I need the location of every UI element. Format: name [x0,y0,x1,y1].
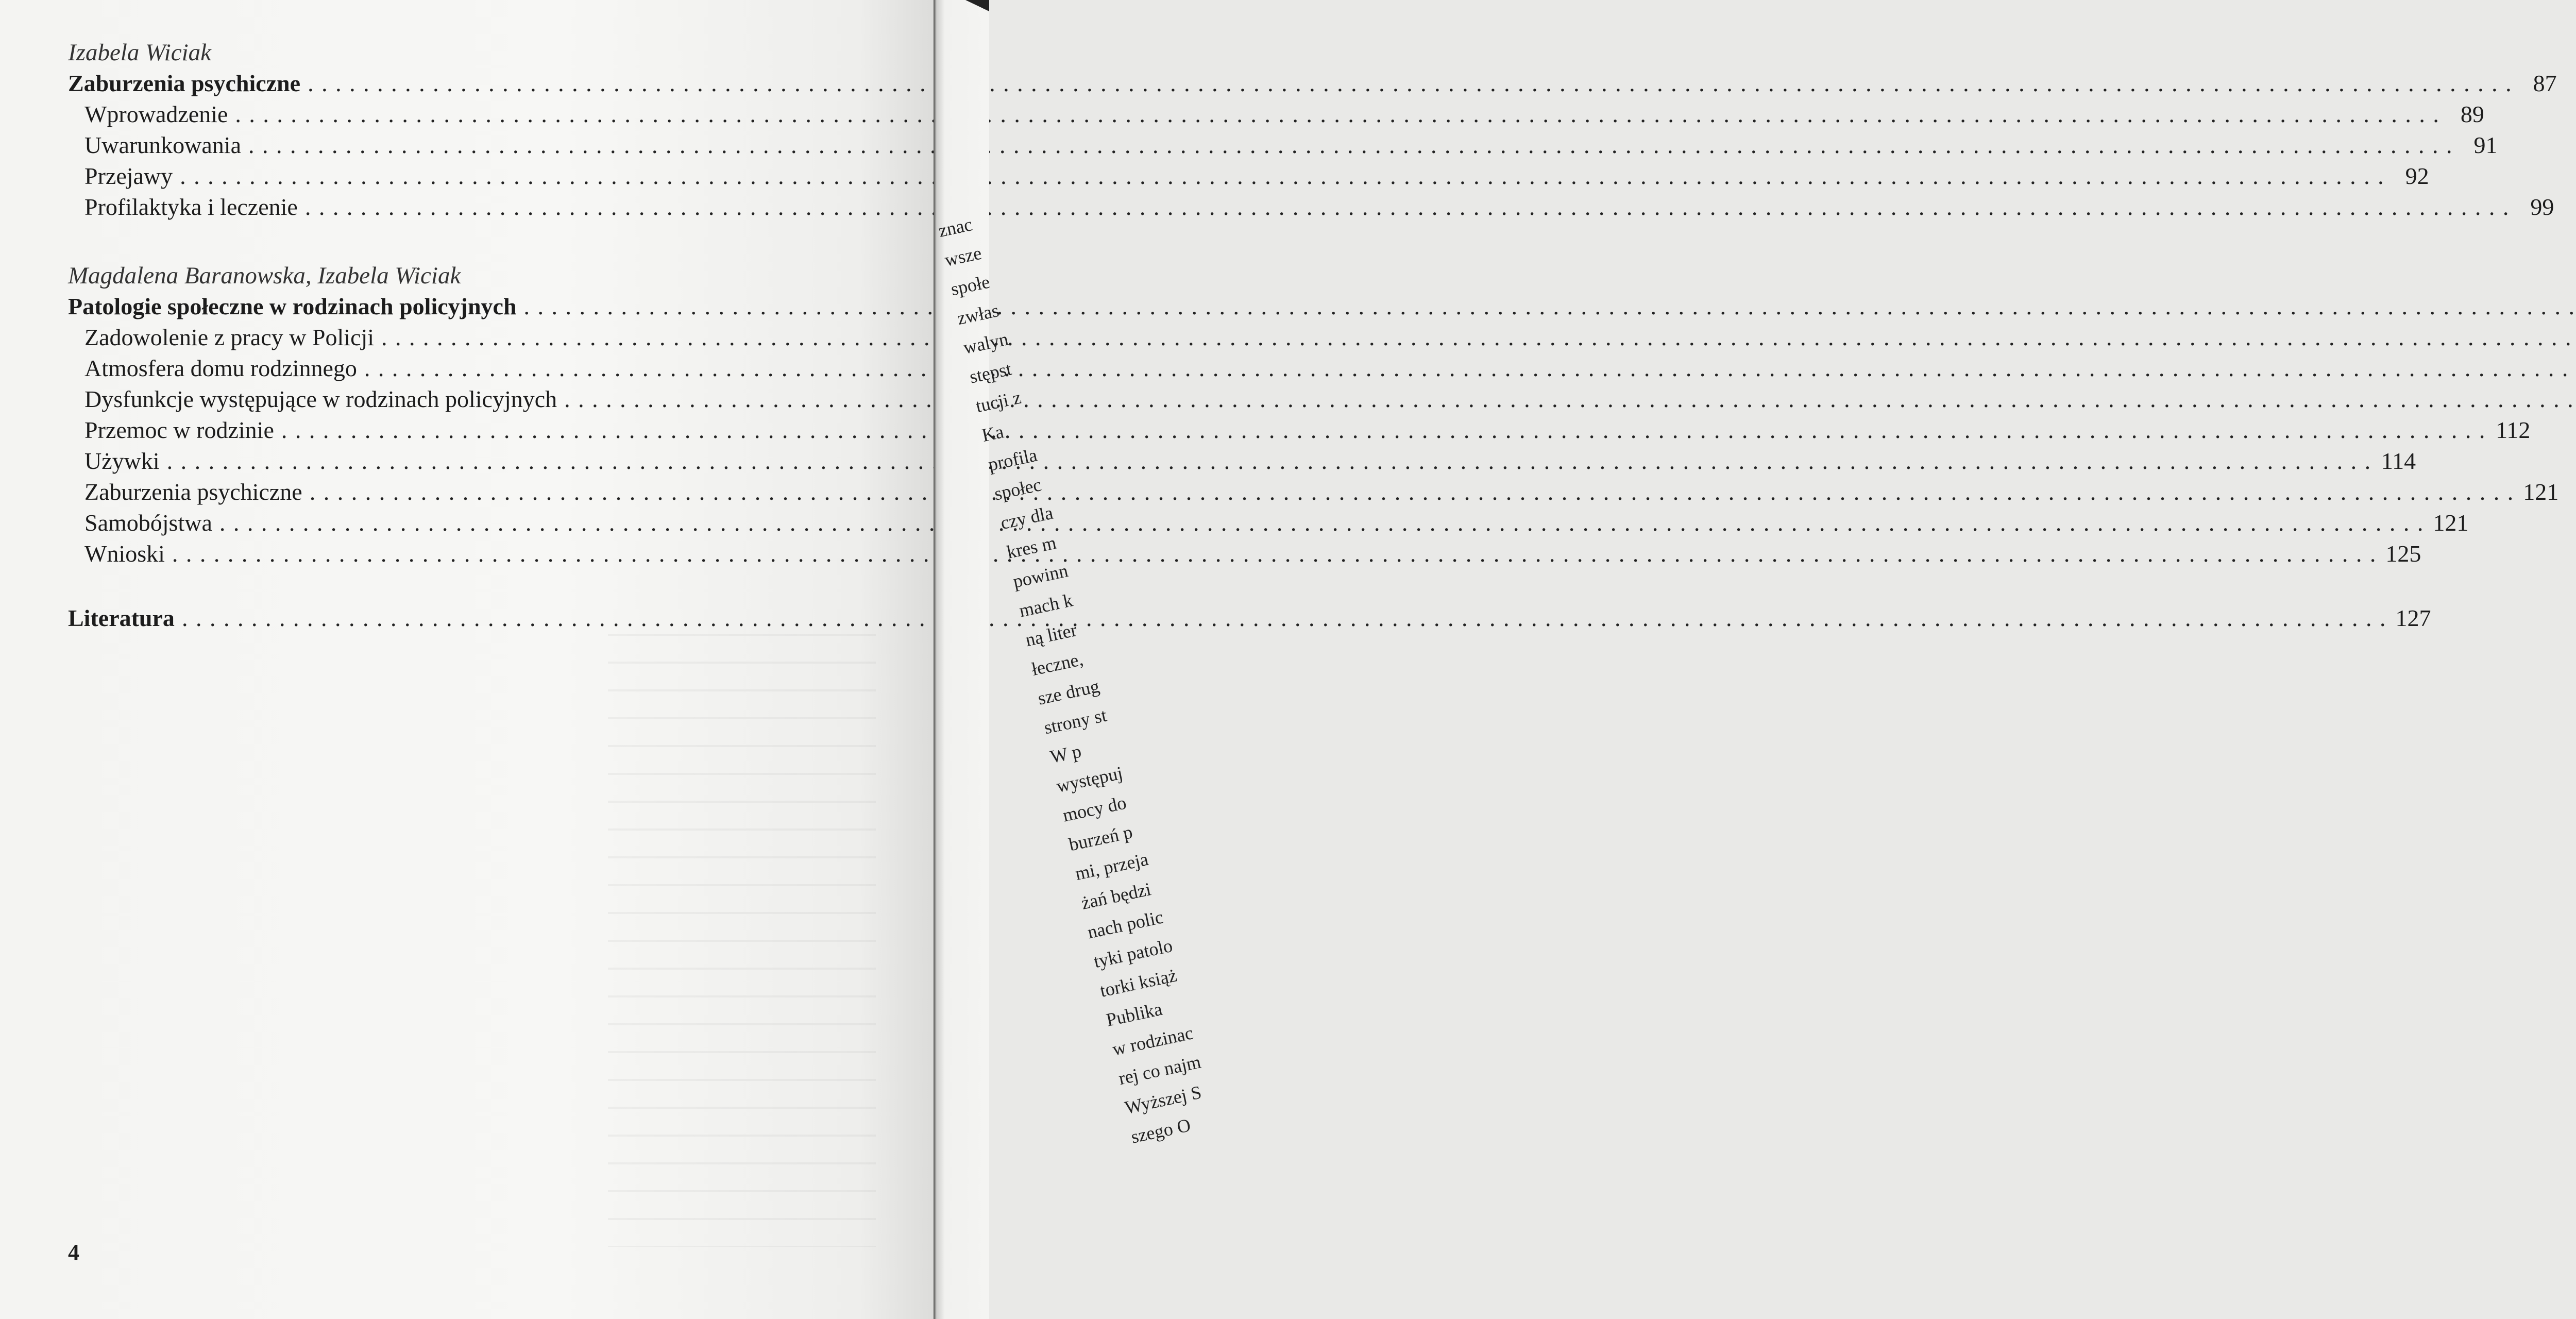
section-author: Izabela Wiciak [68,39,212,66]
entry-page-number: 99 [2530,194,2554,220]
next-page-fragment: walyn [961,328,1010,358]
page-number: 4 [68,1240,79,1265]
next-page-fragment: profila [986,444,1039,475]
next-page-fragment: Ka [980,421,1006,446]
toc-entry[interactable] [68,192,2554,223]
leader-dots [524,291,2576,322]
next-page-fragment: tyki patolo [1092,935,1175,972]
toc-chapter-title[interactable] [68,291,882,322]
next-page-fragment: strony st [1042,704,1109,738]
entry-page-number: 112 [2496,417,2531,443]
entry-label: Wprowadzenie [84,101,228,127]
entry-page-number: 121 [2523,479,2559,505]
leader-dots [564,384,2576,415]
leader-dots [180,161,2385,192]
bleed-through-shadow [608,608,876,1247]
next-page-edge [934,0,1204,1319]
next-page-fragment: nach polic [1086,906,1165,943]
toc-entry[interactable] [68,99,2484,130]
next-page-fragment: mi, przeja [1073,848,1150,885]
toc-entry[interactable] [68,130,2498,161]
entry-label: Samobójstwa [84,510,212,536]
entry-page-number: 125 [2385,540,2421,567]
toc-entry[interactable] [68,384,882,415]
toc-section-1 [68,37,2557,223]
section-author: Magdalena Baranowska, Izabela Wiciak [68,262,461,289]
entry-label: Przemoc w rodzinie [84,417,274,443]
next-page-fragment: w rodzinac [1110,1022,1195,1060]
leader-dots [310,477,2515,508]
next-page-fragment: rej co najm [1116,1051,1203,1089]
entry-label: Zadowolenie z pracy w Policji [84,324,375,350]
entry-page-number: 91 [2473,132,2498,158]
next-page-fragment: wsze [942,242,984,270]
next-page-fragment: kres m [1005,532,1058,563]
leader-dots [167,446,2372,477]
leader-dots [182,603,2387,634]
entry-label: Atmosfera domu rodzinnego [84,355,357,381]
entry-page-number: 89 [2460,101,2484,127]
next-page-fragment: W p [1048,740,1083,768]
next-page-fragment: czy dla [998,502,1055,534]
toc-entry[interactable] [68,353,882,384]
entry-label: Przejawy [84,163,173,189]
next-page-fragment: tucji z [974,386,1023,417]
next-page-fragment: sze drug [1036,675,1101,709]
entry-page-number: 92 [2405,163,2429,189]
next-page-fragment: żań będzi [1079,878,1153,914]
next-page-fragment: szego O [1129,1114,1193,1147]
literatura-label: Literatura [68,605,175,631]
chapter-title-label: Zaburzenia psychiczne [68,70,301,96]
next-page-fragment: powinn [1011,560,1070,592]
leader-dots [219,508,2425,538]
corner-shadow [965,0,989,11]
next-page-fragment: Wyższej S [1123,1081,1204,1118]
entry-label: Wnioski [84,540,165,567]
next-page-fragment: występuj [1054,762,1125,797]
toc-entry[interactable] [68,161,2429,192]
entry-label: Dysfunkcje występujące w rodzinach policyjnych [84,386,557,412]
next-page-fragment: społe [948,271,992,300]
leader-dots [308,68,2513,99]
next-page-fragment: mach k [1017,589,1075,621]
entry-label: Profilaktyka i leczenie [84,194,298,220]
leader-dots [364,353,2569,384]
next-page-fragment: torki książ [1098,965,1179,1001]
toc-entry[interactable] [68,322,882,353]
entry-page-number: 114 [2381,448,2416,474]
entry-label: Uwarunkowania [84,132,242,158]
entry-label: Zaburzenia psychiczne [84,479,302,505]
next-page-fragment: mocy do [1061,792,1128,826]
chapter-title-label: Patologie społeczne w rodzinach policyjnych [68,293,517,319]
next-page-fragment: społec [992,474,1043,504]
entry-label: Używki [84,448,160,474]
leader-dots [381,322,2576,353]
next-page-fragment: zwłas [955,299,1001,329]
toc-chapter-title[interactable] [68,68,2557,99]
next-page-fragment: Publika [1104,998,1164,1030]
leader-dots [235,99,2440,130]
leader-dots [172,538,2377,569]
leader-dots [281,415,2486,446]
leader-dots [305,192,2510,223]
entry-page-number: 121 [2433,510,2469,536]
next-page-fragment: stępst [968,358,1013,387]
next-page-fragment: łeczne, [1029,648,1085,680]
next-page-fragment: burzeń p [1067,821,1134,855]
leader-dots [248,130,2453,161]
literatura-page-number: 127 [2395,605,2431,631]
next-page-fragment: znac [936,214,974,241]
chapter-page-number: 87 [2533,70,2557,96]
next-page-fragment: ną liter [1023,619,1079,651]
